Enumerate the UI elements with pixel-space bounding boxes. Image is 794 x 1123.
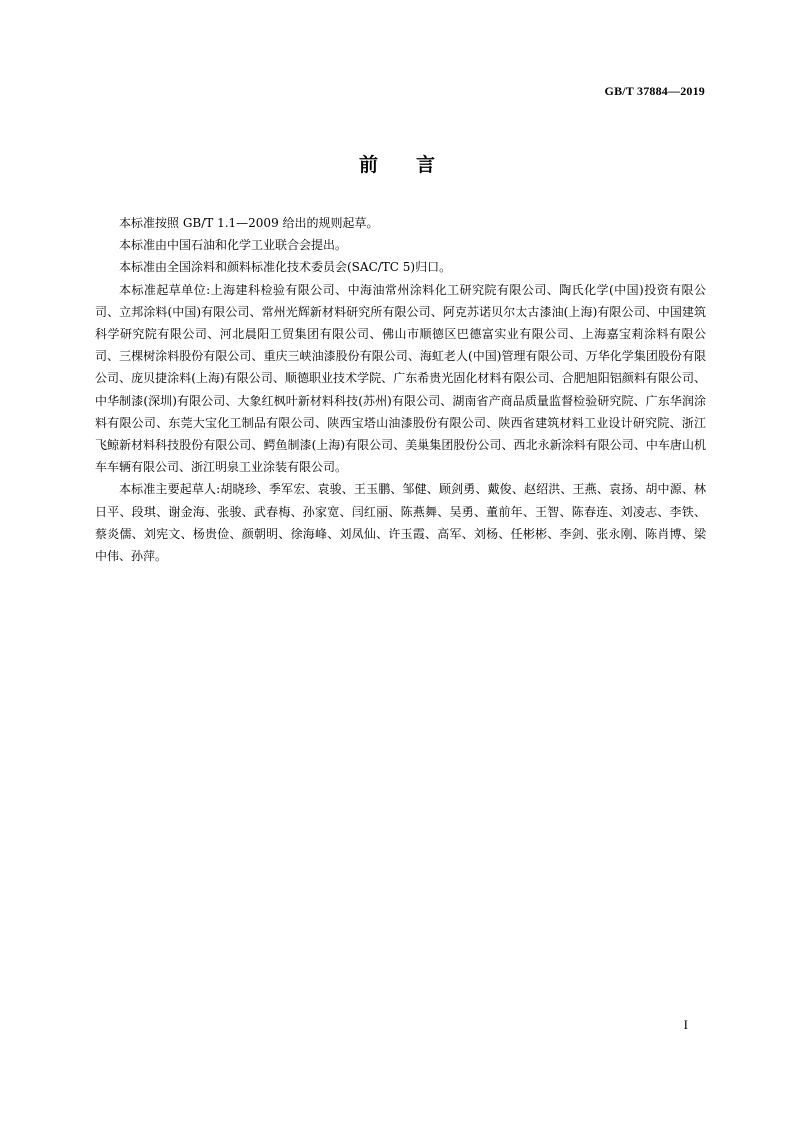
- paragraph-drafting-rules: 本标准按照 GB/T 1.1—2009 给出的规则起草。: [119, 216, 379, 230]
- paragraph-jurisdiction: 本标准由全国涂料和颜料标准化技术委员会(SAC/TC 5)归口。: [119, 260, 452, 275]
- paragraph-drafting-units: 本标准起草单位:上海建科检验有限公司、中海油常州涂料化工研究院有限公司、陶氏化学(中国)投资有限公司、立邦涂料(中国)有限公司、常州光辉新材料研究所有限公司、阿克苏诺贝尔太古漆油(上海)有限公司、中国建筑科学研究院有限公司、河北晨阳工贸集团有限公司、佛山市顺德区巴德富实业有限公司、上海嘉宝莉涂料有限公司、三棵树涂料股份有限公司、重庆三峡油漆股份有限公司、海虹老人(中国)管理有限公司、万华化学集团股份有限公司、庞贝捷涂料(上海)有限公司、顺德职业技术学院、广东希贵光固化材料有限公司、合肥旭阳铝颜料有限公司、中华制漆(深圳)有限公司、大象红枫叶新材料科技(苏州)有限公司、湖南省产商品质量监督检验研究院、广东华润涂料有限公司、东莞大宝化工制品有限公司、陕西宝塔山油漆股份有限公司、陕西省建筑材料工业设计研究院、浙江飞鲸新材料科技股份有限公司、鳄鱼制漆(上海)有限公司、美巢集团股份公司、西北永新涂料有限公司、中车唐山机车车辆有限公司、浙江明泉工业涂装有限公司。: [95, 282, 706, 475]
- paragraph-proposer: 本标准由中国石油和化学工业联合会提出。: [119, 238, 348, 253]
- standard-code: GB/T 37884—2019: [604, 84, 705, 98]
- paragraph-drafters: 本标准主要起草人:胡晓珍、季军宏、袁骏、王玉鹏、邹健、顾剑勇、戴俊、赵绍洪、王燕、袁扬、胡中源、林日平、段琪、谢金海、张骏、武春梅、孙家宽、闫红丽、陈燕舞、吴勇、董前年、王智、陈春连、刘凌志、李铁、蔡炎儒、刘宪文、杨贵俭、颜朝明、徐海峰、刘凤仙、许玉霞、高军、刘杨、任彬彬、李剑、张永刚、陈肖博、梁中伟、孙萍。: [95, 482, 706, 564]
- page-title-char-1: 前: [358, 154, 378, 176]
- page-title: [0, 150, 794, 177]
- page-number: I: [683, 1017, 688, 1032]
- page-title-char-2: 言: [416, 154, 436, 176]
- foreword-body: [95, 212, 706, 567]
